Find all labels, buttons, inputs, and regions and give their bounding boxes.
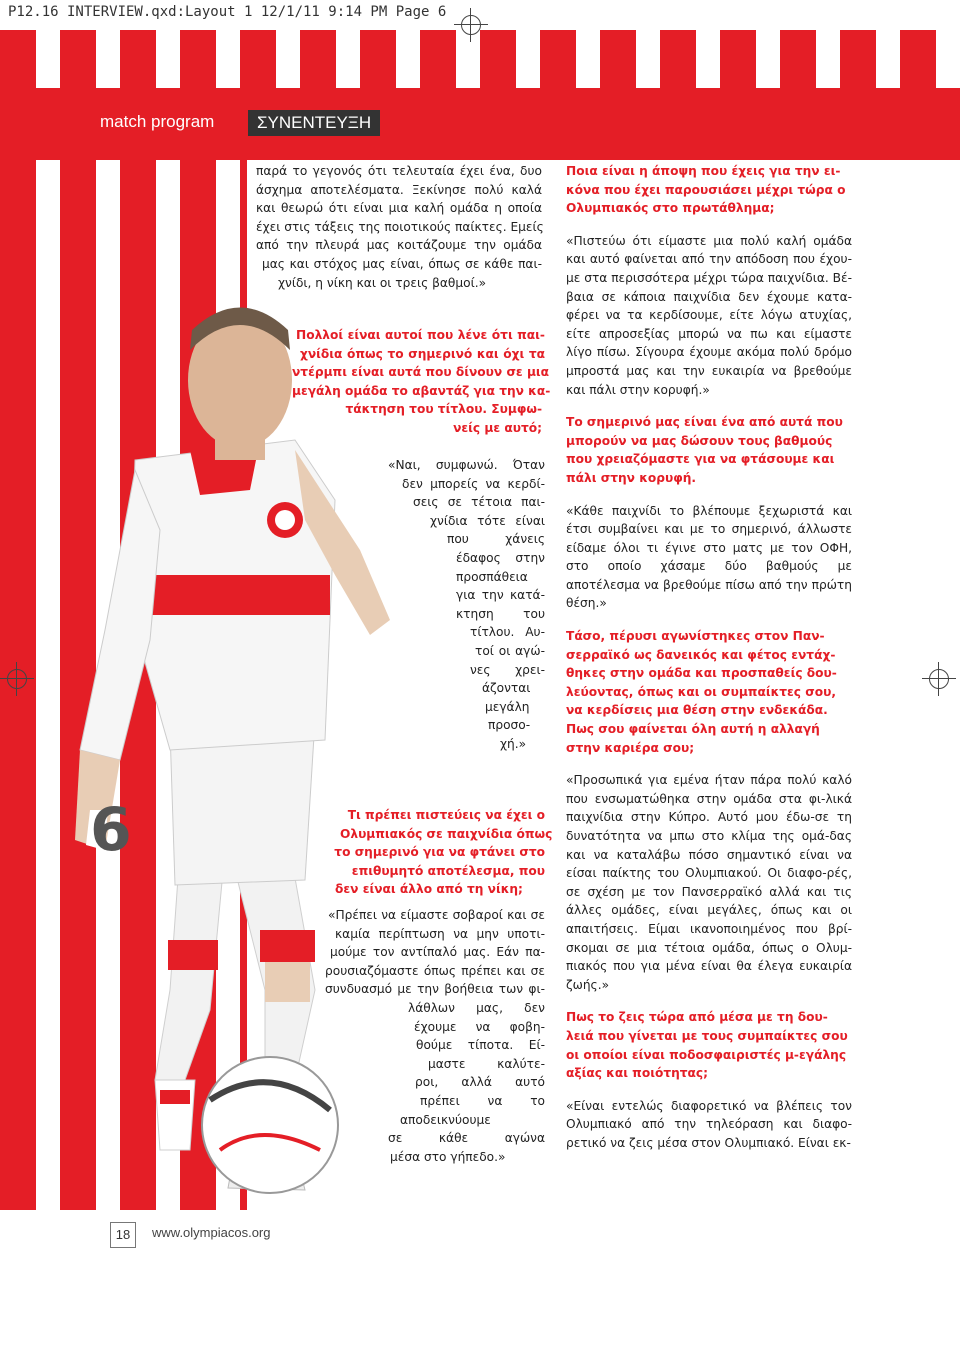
- text-line: σεις σε τέτοια παι-: [413, 495, 545, 510]
- svg-text:6: 6: [90, 795, 132, 865]
- text-line: έδαφος στην: [456, 551, 545, 565]
- right-question-3: Τάσο, πέρυσι αγωνίστηκες στον Παν-σερραϊκό ως δανεικός και φέτος εντάχ-θηκες στην ομάδα και προσπαθείς δου-λεύοντας, όπως και οι συμπαίκτες σου, να κερδίσεις μια θέση στην ενδεκάδα. Πως σου φαίνεται όλη αυτή η αλλαγή στην καριέρα σου;: [566, 629, 837, 755]
- text-line: μας και στόχος μας είναι, όπως σε κάθε παι-: [262, 257, 542, 271]
- right-answer-2: «Κάθε παιχνίδι το βλέπουμε ξεχωριστά και έτσι συμβαίνει και με το σημερινό, άλλωστε είδαμε όλοι τι έγινε στο ματς με τον ΟΦΗ, στο οποίο χάσαμε δύο βαθμούς με αποτέλεσμα να βρεθούμε πίσω από την πρώτη θέση.»: [566, 503, 852, 611]
- text-line: αποδεικνύουμε: [400, 1112, 491, 1127]
- text-line: «Πρέπει να είμαστε σοβαροί και σε: [328, 908, 545, 922]
- page-number: 18: [110, 1222, 136, 1248]
- registration-mark-icon: [922, 662, 956, 696]
- text-line: μέσα στο γήπεδο.»: [390, 1149, 506, 1164]
- text-line: έχουμε να φοβη-: [414, 1019, 545, 1034]
- text-line: νείς με αυτό;: [453, 421, 542, 435]
- text-line: και θεωρώ ότι είναι μια καλή ομάδα η οποία: [256, 201, 542, 216]
- text-line: Ολυμπιακός σε παιχνίδια όπως: [340, 826, 553, 841]
- text-line: δεν είναι άλλο από τη νίκη;: [335, 882, 523, 897]
- text-line: μαστε καλύτε-: [428, 1056, 545, 1071]
- text-line: παρά το γεγονός ότι τελευταία έχει ένα, δυο: [256, 164, 542, 178]
- text-line: άσχημα αποτελέσματα. Ξεκίνησε πολύ καλά: [256, 182, 542, 197]
- text-line: χνίδια τότε είναι: [430, 513, 545, 528]
- player-photo: [60, 290, 400, 1210]
- right-answer-3: «Προσωπικά για εμένα ήταν πάρα πολύ καλό που ενσωματώθηκα στην ομάδα στα φι-λικά παιχνίδια στην Κύπρο. Αυτό μου έδω-σε τη δυνατότητα να μπω στο κλίμα της ομά-δας και να καταλάβω πόσο σημαντικό είναι να είσαι παίκτης του Ολυμπιακού. Οι διαφο-ρές, σε σχέση με τον Πανσερραϊκό αλλά και τις άλλες ομάδες, είναι μεγάλες, όπως και οι απαιτήσεις. Είμαι ικανοποιημένος που βρί-σκομαι σε μια τέτοια ομάδα, όπως ο Ολυμ-πιακός που για μένα είναι θα έλεγα ευκαιρία ζωής.»: [566, 773, 852, 992]
- footer: [0, 1210, 960, 1357]
- section-tab: ΣΥΝΕΝΤΕΥΞΗ: [248, 110, 380, 136]
- text-line: το σημερινό για να φτάνει στο: [334, 845, 545, 860]
- text-line: πρέπει να το: [420, 1094, 545, 1108]
- text-line: επιθυμητό αποτέλεσμα, που: [351, 863, 545, 878]
- text-line: σε κάθε αγώνα: [388, 1131, 545, 1146]
- text-line: μεγάλη: [485, 699, 530, 714]
- text-line: ρουσιαζόμαστε όπως πρέπει και σε: [325, 963, 545, 978]
- text-line: «Ναι, συμφωνώ. Όταν: [388, 458, 545, 472]
- right-answer-4: «Είναι εντελώς διαφορετικό να βλέπεις τον Ολυμπιακό από την τηλεόραση και διαφο-ρετικό να ζεις μέσα στον Ολυμπιακό. Είναι εκ-: [566, 1098, 852, 1150]
- footer-url[interactable]: www.olympiacos.org: [152, 1225, 271, 1240]
- text-line: από την πλευρά μας κοιτάζουμε την ομάδα: [256, 238, 542, 253]
- text-line: που χάνεις: [447, 532, 545, 547]
- text-line: ντέρμπι είναι αυτά που δίνουν σε μια: [292, 365, 550, 380]
- right-question-2: Το σημερινό μας είναι ένα από αυτά που μπορούν να μας δώσουν τους βαθμούς που χρειαζόμαστε για να φτάσουμε και πάλι στην κορυφή.: [566, 415, 843, 485]
- text-line: χή.»: [500, 737, 527, 751]
- text-line: για την κατά-: [456, 588, 545, 603]
- text-line: Τι πρέπει πιστεύεις να έχει ο: [347, 808, 545, 822]
- print-slug: P12.16 INTERVIEW.qxd:Layout 1 12/1/11 9:14 PM Page 6: [8, 4, 447, 20]
- text-line: μούμε τον αντίπαλό μας. Εάν πα-: [330, 945, 545, 960]
- text-line: θούμε τίποτα. Εί-: [416, 1038, 545, 1053]
- right-question-4: Πως το ζεις τώρα από μέσα με τη δου-λειά που γίνεται με τους συμπαίκτες σου οι οποίοι είναι ποδοσφαιριστές μ-εγάλης αξίας και ποιότητας;: [566, 1010, 848, 1081]
- text-line: τίτλου. Αυ-: [470, 625, 545, 640]
- text-line: ροι, αλλά αυτό: [415, 1075, 545, 1090]
- text-line: χνίδια όπως το σημερινό και όχι τα: [300, 346, 545, 361]
- text-line: άζονται: [482, 681, 531, 696]
- text-line: Πολλοί είναι αυτοί που λένε ότι παι-: [296, 328, 545, 342]
- text-line: τάκτηση του τίτλου. Συμφω-: [345, 402, 542, 417]
- registration-mark-icon: [0, 662, 34, 696]
- registration-mark-icon: [454, 8, 488, 42]
- text-line: μεγάλη ομάδα το αβαντάζ για την κα-: [292, 383, 551, 398]
- right-column: [566, 162, 852, 1167]
- text-line: προσο-: [488, 718, 531, 733]
- text-line: συνδυασμό με την βοήθεια των φι-: [325, 982, 545, 997]
- text-line: νες χρει-: [470, 662, 545, 677]
- right-question-1: Ποια είναι η άποψη που έχεις για την ει-κόνα που έχει παρουσιάσει μέχρι τώρα ο Ολυμπιακός στο πρωτάθλημα;: [566, 164, 846, 216]
- text-line: έχει στις τάξεις της ποιοτικούς παίκτες. Εμείς: [256, 219, 544, 234]
- text-line: τοί οι αγώ-: [475, 644, 545, 658]
- section-label: match program: [100, 112, 215, 131]
- text-line: δεν μπορείς να κερδί-: [402, 476, 545, 491]
- right-answer-1: «Πιστεύω ότι είμαστε μια πολύ καλή ομάδα και αυτό φαίνεται από την απόδοση που έχου-με στα περισσότερα μέχρι τώρα παιχνίδια. Βέ-βαια σε κάποια παιχνίδια δεν έχουμε κατα-φέρει να τα κερδίσουμε, είτε λόγω ατυχίας, είτε απροσεξίας μπορώ να πω και είμαστε λίγο πίσω. Σίγουρα έχουμε ακόμα πολύ δρόμο μπροστά μας και την ευκαιρία να βρεθούμε και πάλι στην κορυφή.»: [566, 233, 852, 397]
- text-line: καμία περίπτωση να μην υποτι-: [335, 926, 545, 941]
- text-line: κτηση του: [456, 606, 545, 621]
- text-line: λάθλων μας, δεν: [408, 1001, 545, 1015]
- text-line: χνίδι, η νίκη και οι τρεις βαθμοί.»: [278, 275, 487, 290]
- text-line: προσπάθεια: [456, 569, 528, 584]
